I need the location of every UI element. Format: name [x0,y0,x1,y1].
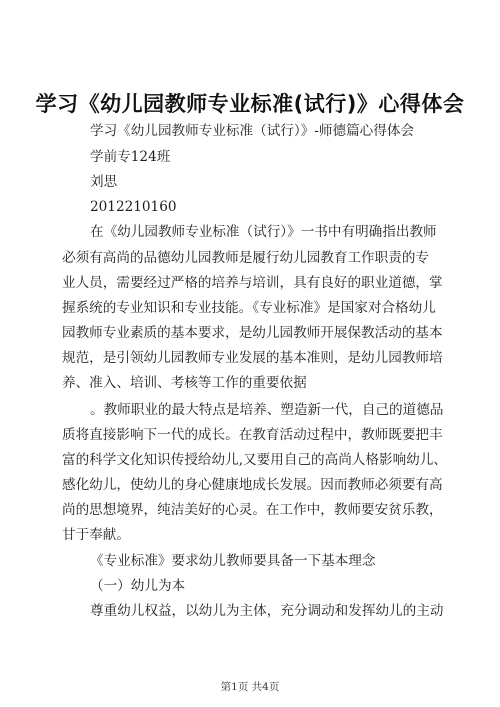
paragraph-line: 业人员，需要经过严格的培养与培训，具有良好的职业道德，掌 [62,275,443,291]
paragraph-line: 质将直接影响下一代的成长。在教育活动过程中，教师既要把丰 [62,427,443,443]
paragraph-line: 《专业标准》要求幼儿教师要具备一下基本理念 [90,553,376,569]
paragraph-line: 甘于奉献。 [62,527,130,543]
paragraph-line: 养、准入、培训、考核等工作的重要依据 [62,375,307,391]
paragraph-line: 。教师职业的最大特点是培养、塑造新一代，自己的道德品 [90,402,444,418]
paragraph-line: 感化幼儿，使幼儿的身心健康地成长发展。因而教师必须要有高 [62,477,443,493]
class-info: 学前专124班 [90,149,171,165]
paragraph-line: 握系统的专业知识和专业技能。《专业标准》是国家对合格幼儿 [62,300,436,316]
section-heading: （一）幼儿为本 [90,578,186,594]
paragraph-line: 必须有高尚的品德幼儿园教师是履行幼儿园教育工作职责的专 [62,250,430,266]
paragraph-line: 在《幼儿园教师专业标准（试行）》一书中有明确指出教师 [90,224,437,240]
paragraph-line: 尚的思想境界，纯洁美好的心灵。在工作中，教师要安贫乐教， [62,502,443,518]
paragraph-line: 富的科学文化知识传授给幼儿,又要用自己的高尚人格影响幼儿、 [62,452,447,468]
author-name: 刘思 [90,174,118,190]
document-subtitle: 学习《幼儿园教师专业标准（试行）》-师德篇心得体会 [90,123,415,139]
paragraph-line: 规范，是引领幼儿园教师专业发展的基本准则，是幼儿园教师培 [62,350,443,366]
page-footer: 第1页 共4页 [220,681,280,693]
document-title: 学习《幼儿园教师专业标准(试行)》心得体会 [35,92,465,116]
student-id: 2012210160 [90,199,177,215]
paragraph-line: 尊重幼儿权益，以幼儿为主体，充分调动和发挥幼儿的主动 [90,603,444,619]
paragraph-line: 园教师专业素质的基本要求，是幼儿园教师开展保教活动的基本 [62,325,443,341]
